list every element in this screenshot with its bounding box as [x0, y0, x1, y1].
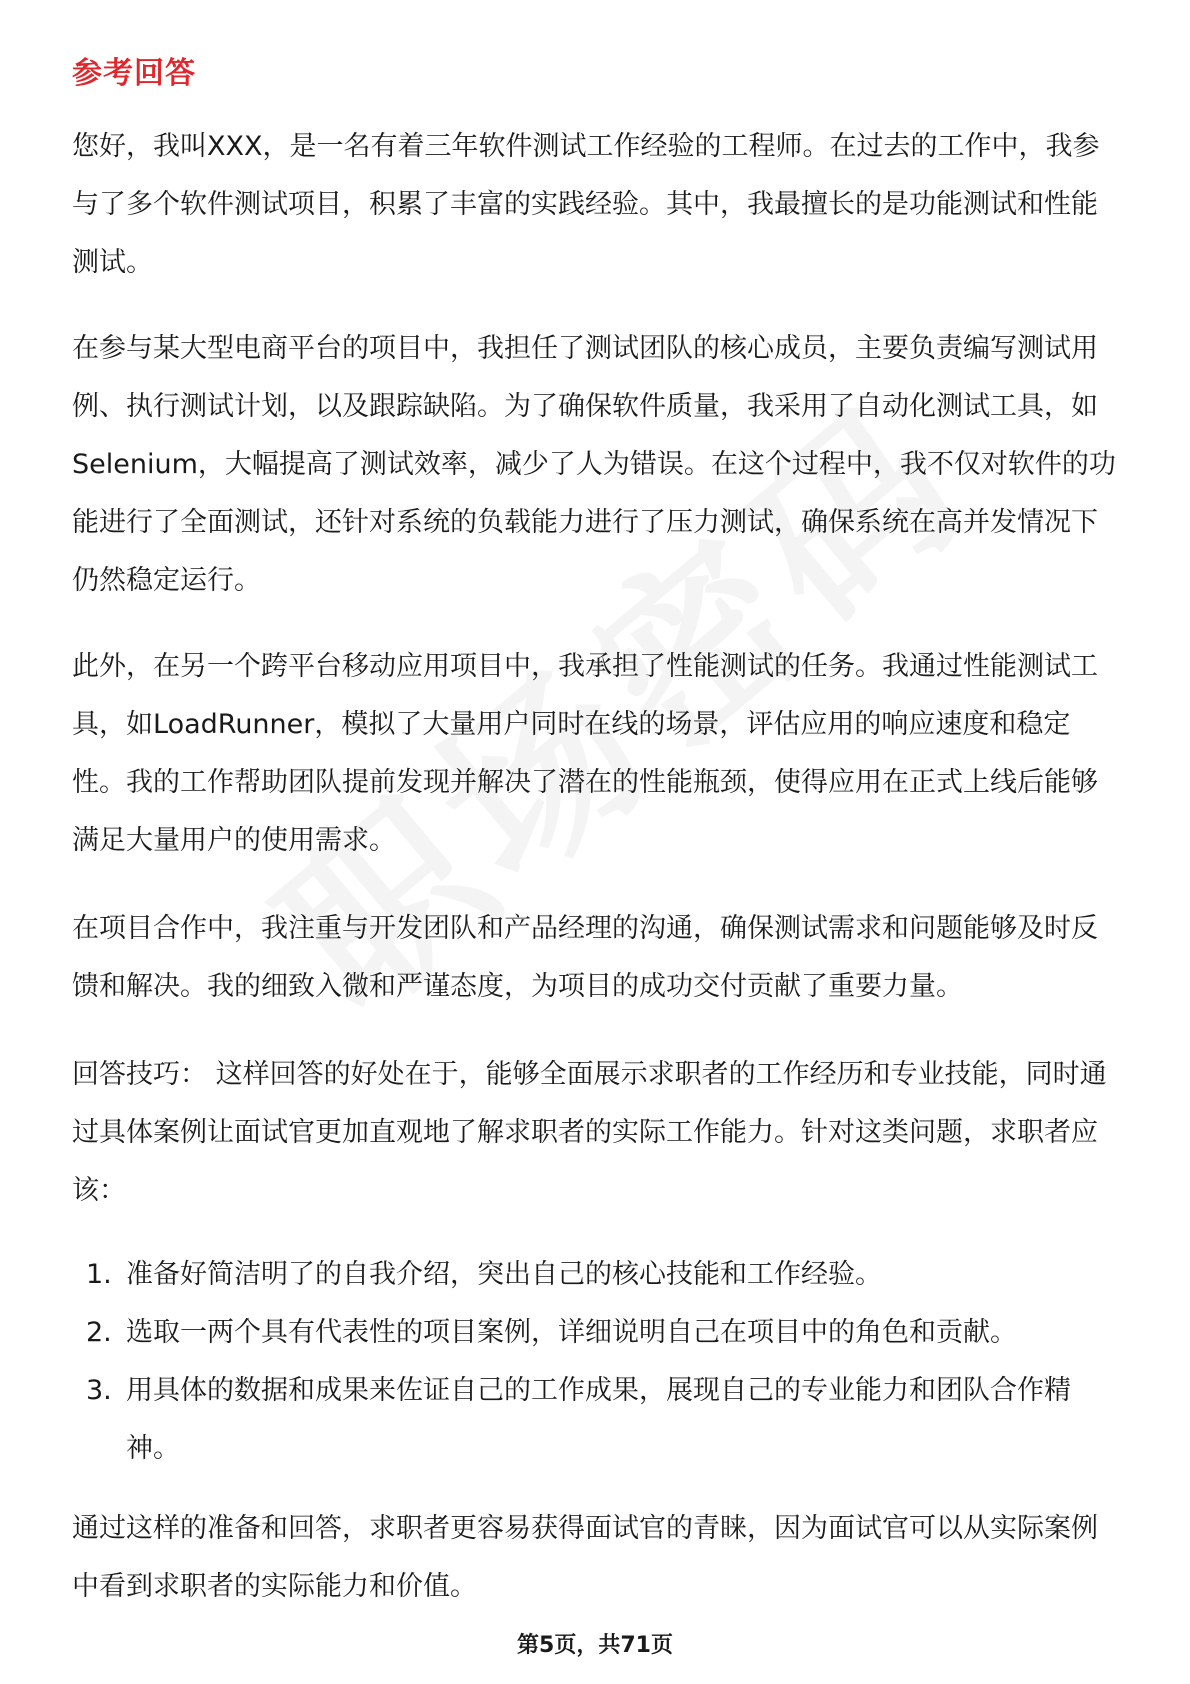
paragraph-mobile-project: 此外，在另一个跨平台移动应用项目中，我承担了性能测试的任务。我通过性能测试工具，如LoadRunner，模拟了大量用户同时在线的场景，评估应用的响应速度和稳定性。我的工作帮助团队提前发现并解决了潜在的性能瓶颈，使得应用在正式上线后能够满足大量用户的使用需求。 — [72, 651, 1098, 856]
list-item — [72, 1246, 1122, 1304]
paragraph-answer-tips: 回答技巧： 这样回答的好处在于，能够全面展示求职者的工作经历和专业技能，同时通过具体案例让面试官更加直观地了解求职者的实际工作能力。针对这类问题，求职者应该： — [72, 1059, 1107, 1206]
list-item — [72, 1304, 1122, 1362]
section-heading: 参考回答 — [72, 56, 196, 91]
paragraph-intro: 您好，我叫XXX，是一名有着三年软件测试工作经验的工程师。在过去的工作中，我参与了多个软件测试项目，积累了丰富的实践经验。其中，我最擅长的是功能测试和性能测试。 — [72, 131, 1100, 278]
list-item-text: 准备好简洁明了的自我介绍，突出自己的核心技能和工作经验。 — [126, 1259, 882, 1290]
paragraph-ecommerce-project: 在参与某大型电商平台的项目中，我担任了测试团队的核心成员，主要负责编写测试用例、执行测试计划，以及跟踪缺陷。为了确保软件质量，我采用了自动化测试工具，如Selenium，大幅提高了测试效率，减少了人为错误。在这个过程中，我不仅对软件的功能进行了全面测试，还针对系统的负载能力进行了压力测试，确保系统在高并发情况下仍然稳定运行。 — [72, 333, 1116, 596]
list-item-number: 2. — [86, 1317, 112, 1348]
tips-list — [72, 1246, 1122, 1478]
paragraph-collaboration: 在项目合作中，我注重与开发团队和产品经理的沟通，确保测试需求和问题能够及时反馈和解决。我的细致入微和严谨态度，为项目的成功交付贡献了重要力量。 — [72, 913, 1098, 1002]
list-item-text: 用具体的数据和成果来佐证自己的工作成果，展现自己的专业能力和团队合作精神。 — [126, 1375, 1071, 1464]
paragraph-conclusion: 通过这样的准备和回答，求职者更容易获得面试官的青睐，因为面试官可以从实际案例中看到求职者的实际能力和价值。 — [72, 1513, 1098, 1602]
list-item-text: 选取一两个具有代表性的项目案例，详细说明自己在项目中的角色和贡献。 — [126, 1317, 1017, 1348]
list-item — [72, 1362, 1122, 1478]
list-item-number: 3. — [86, 1375, 112, 1406]
page-number-footer: 第5页，共71页 — [517, 1633, 673, 1658]
list-item-number: 1. — [86, 1259, 112, 1290]
